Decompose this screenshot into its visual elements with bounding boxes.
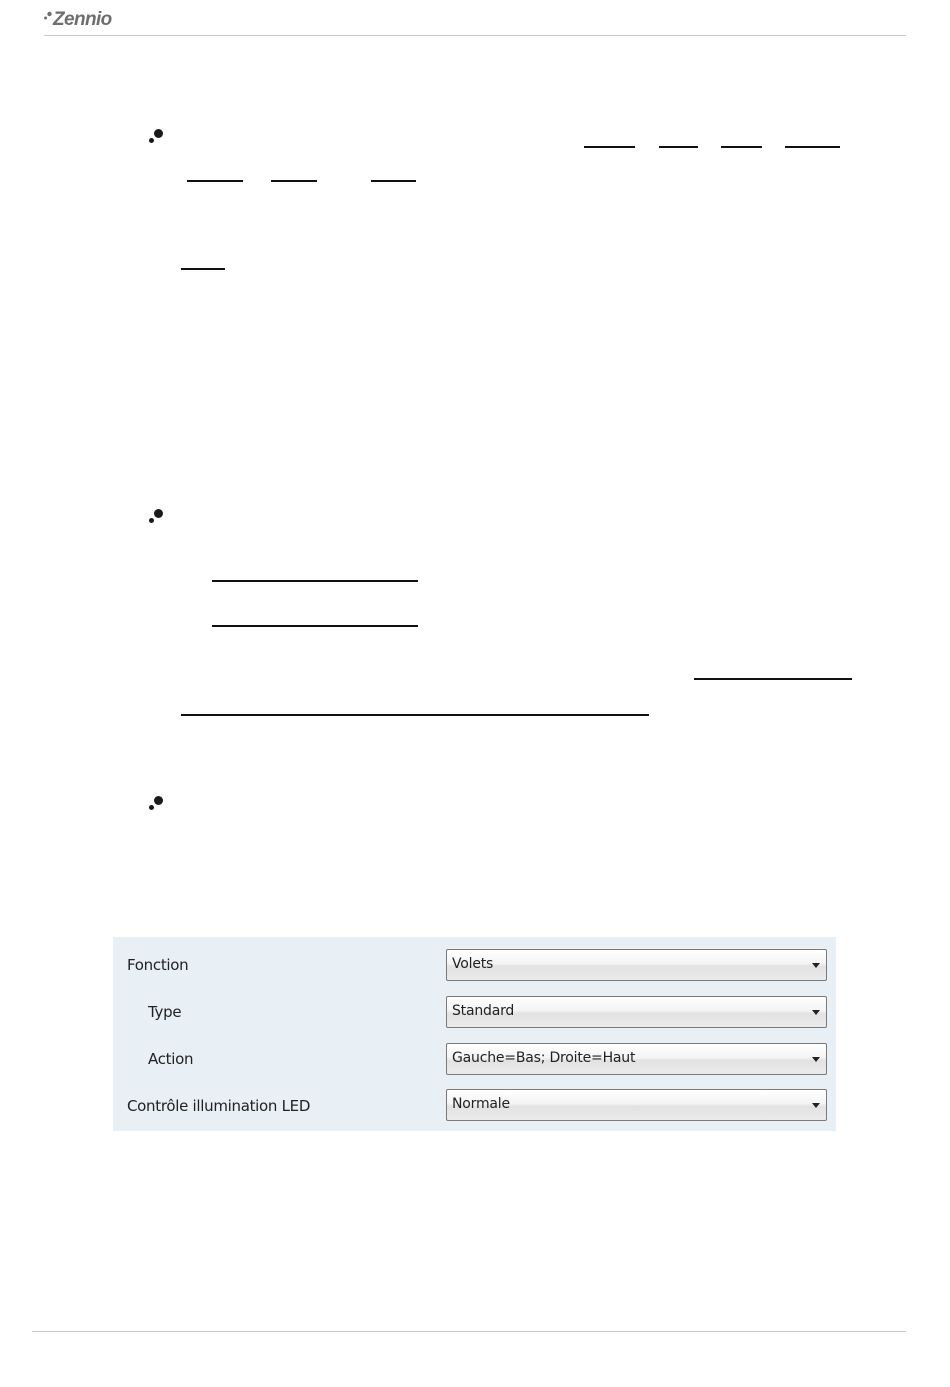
- parameter-panel: [113, 937, 836, 1131]
- link-underline[interactable]: [212, 625, 418, 627]
- link-underline[interactable]: [694, 678, 852, 680]
- action-label: Action: [148, 1050, 194, 1068]
- footer-divider: [32, 1331, 906, 1332]
- fonction-select[interactable]: [446, 949, 827, 981]
- link-underline[interactable]: [371, 180, 416, 182]
- chevron-down-icon: [812, 963, 820, 968]
- bullet-icon: [148, 127, 166, 145]
- led-control-label: Contrôle illumination LED: [127, 1097, 311, 1115]
- led-control-value: Normale: [452, 1096, 510, 1112]
- chevron-down-icon: [812, 1103, 820, 1108]
- logo-text: Zennio: [53, 9, 112, 30]
- action-select[interactable]: [446, 1043, 827, 1075]
- link-underline[interactable]: [212, 580, 418, 582]
- type-label: Type: [148, 1003, 182, 1021]
- link-underline[interactable]: [721, 146, 762, 148]
- chevron-down-icon: [812, 1010, 820, 1015]
- link-underline[interactable]: [271, 180, 317, 182]
- logo-dots-icon: [44, 11, 52, 21]
- led-control-select[interactable]: [446, 1089, 827, 1121]
- bullet-icon: [148, 794, 166, 812]
- link-underline[interactable]: [181, 714, 649, 716]
- fonction-value: Volets: [452, 956, 494, 972]
- chevron-down-icon: [812, 1057, 820, 1062]
- header-divider: [44, 35, 906, 36]
- link-underline[interactable]: [785, 146, 840, 148]
- link-underline[interactable]: [187, 180, 243, 182]
- type-select[interactable]: [446, 996, 827, 1028]
- action-value: Gauche=Bas; Droite=Haut: [452, 1050, 636, 1066]
- type-value: Standard: [452, 1003, 515, 1019]
- link-underline[interactable]: [659, 146, 698, 148]
- bullet-icon: [148, 507, 166, 525]
- link-underline[interactable]: [181, 268, 225, 270]
- link-underline[interactable]: [584, 146, 635, 148]
- fonction-label: Fonction: [127, 956, 189, 974]
